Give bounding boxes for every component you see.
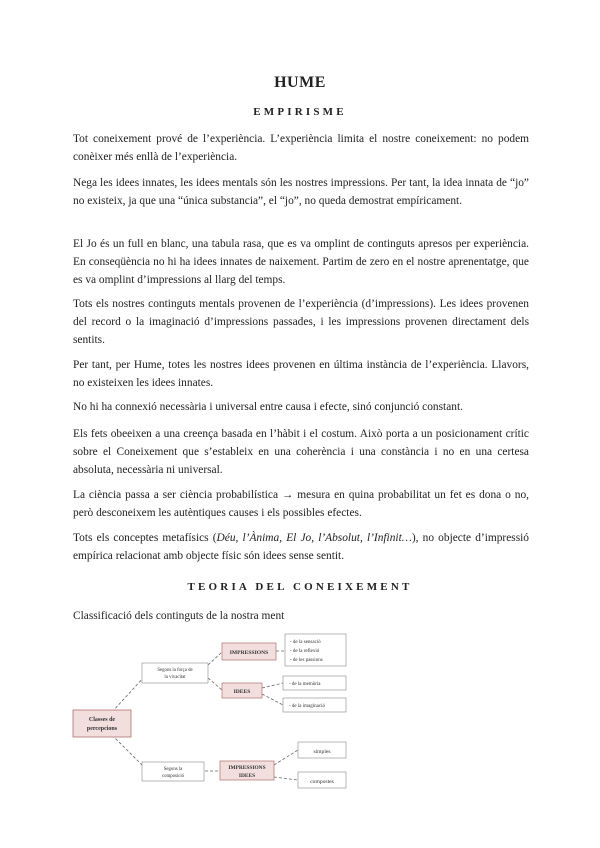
simples-label: simples — [313, 749, 331, 755]
compostes-label: compostes — [310, 779, 334, 785]
impressions-label: IMPRESSIONS — [229, 650, 269, 656]
paragraph-4: Tots els nostres continguts mentals provenen de l’experiència (d’impressions). Les idees provenen del record o la imaginació d’impressions passades, i les impressions provenen directament dels sentits. — [73, 298, 529, 346]
root-box — [73, 710, 131, 737]
connector-idees-memoria — [262, 683, 283, 688]
detail-passions: - de les passions — [290, 658, 323, 663]
paragraph-3: El Jo és un full en blanc, una tabula rasa, que es va omplint de continguts apresos per experiència. En conseqüència no hi ha idees innates de naixement. Partim de zero en el nostre aprenentatge, que es va omplint d’impressions al llarg del temps. — [73, 238, 529, 286]
memoria-box — [283, 676, 346, 690]
paragraph-9-tail: ), no objecte d’impressió empírica relacionat amb objecte físic són idees sense sentit. — [73, 532, 529, 562]
paragraph-9-lead: Tots els conceptes metafísics ( — [73, 532, 217, 544]
section-heading-teoria: TEORIA DEL CONEIXEMENT — [187, 581, 413, 593]
branch-bottom-box — [142, 762, 204, 781]
detail-reflexio: - de la reflexió — [290, 649, 320, 654]
compostes-box — [298, 772, 346, 788]
imaginacio-box — [283, 698, 346, 712]
imaginacio-label: - de la imaginació — [289, 704, 325, 709]
connector-root-bottom — [112, 735, 145, 768]
svg-text:composició: composició — [161, 774, 185, 779]
metaphysical-terms: Déu, l’Ànima, El Jo, l’Absolut, l’Infinit… — [216, 532, 412, 544]
root-label-line1: Classes de — [88, 717, 116, 723]
impressions-idees-box — [220, 761, 274, 780]
connector-compostes — [274, 777, 298, 780]
connector-top-idees — [208, 678, 222, 690]
section-heading-empirisme: EMPIRISME — [253, 106, 347, 118]
connector-root-top — [112, 676, 145, 712]
memoria-label: - de la memòria — [289, 682, 321, 687]
svg-text:Segons la: Segons la — [163, 767, 183, 772]
impressions-box — [222, 643, 276, 660]
svg-text:IMPRESSIONS: IMPRESSIONS — [228, 765, 266, 771]
diagram-subheading: Classificació dels continguts de la nostra ment — [73, 610, 285, 622]
paragraph-6: No hi ha connexió necessària i universal entre causa i efecte, sinó conjunció constant. — [73, 401, 463, 413]
connector-top-impressions — [208, 652, 222, 665]
paragraph-2: Nega les idees innates, les idees mentals són les nostres impressions. Per tant, la idea innata de “jo” no existeix, ja que una “única substancia”, el “jo”, no queda demostrat empíricament. — [73, 177, 529, 207]
connector-simples — [274, 750, 298, 765]
detail-sensacio: - de la sensació — [290, 640, 321, 645]
svg-text:la vivacitat: la vivacitat — [164, 675, 186, 680]
root-label-line2: percepcions — [86, 726, 118, 732]
connector-idees-imaginacio — [262, 694, 283, 705]
paragraph-5: Per tant, per Hume, totes les nostres idees provenen en última instància de l’experiència. Llavors, no existeixen les idees innates. — [73, 359, 529, 389]
impressions-detail-box — [285, 634, 346, 666]
paragraph-7: Els fets obeeixen a una creença basada en l’hàbit i el costum. Això porta a un posicionament crític sobre el Coneixement que s’estableix en una coherència i una constància i no en una certesa absoluta, necessària ni universal. — [73, 428, 529, 476]
svg-text:IDEES: IDEES — [238, 773, 256, 779]
simples-box — [298, 742, 346, 758]
idees-box — [222, 683, 262, 698]
branch-top-box — [142, 663, 208, 683]
paragraph-8: La ciència passa a ser ciència probabilística → mesura en quina probabilitat un fet es dona o no, però desconeixem les autèntiques causes i els possibles efectes. — [73, 489, 529, 519]
idees-label: IDEES — [233, 689, 251, 695]
paragraph-1: Tot coneixement prové de l’experiència. L’experiència limita el nostre coneixement: no podem conèixer més enllà de l’experiència. — [73, 133, 529, 163]
svg-text:Segons la força de: Segons la força de — [157, 668, 193, 673]
document-title: HUME — [274, 74, 326, 91]
